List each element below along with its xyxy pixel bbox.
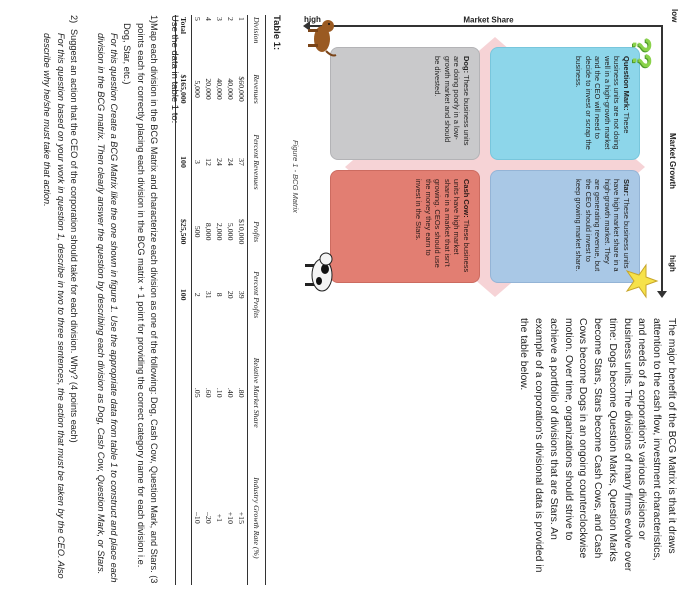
intro-paragraph: The major benefit of the BCG Matrix is that it draws attention to the cash flow, investment characteristics, and needs of a corporation's various divisions or business units. The divisions of many firms evolve over time: Dogs become Question Marks, Question Marks become Stars, Stars become Cash Cows, and Cash Cows become Dogs in an ongoing counterclockwise motion. Over time, organizations should strive to achieve a portfolio of divisions that are Stars. An example of a corporation's divisional data is provided in the table below.	[518, 318, 677, 573]
cell: 1	[237, 17, 246, 21]
cell: 3	[193, 160, 202, 164]
cash-cow-quadrant	[330, 170, 480, 283]
cash-cow-text: These business units have high market share in a market that isn't growing. CEOs should use the money they earn to invest in the Stars.	[414, 179, 471, 273]
question-2-number: 2)	[69, 15, 79, 24]
table-title: Table 1:	[271, 15, 282, 51]
question-marks-icon: ??	[627, 37, 657, 69]
question-1	[93, 15, 160, 585]
question-2-instructions: For this question based on your work in question 1, describe in two to three sentences, the action that must be taken by the CEO. Also describe why he/she must take that action.	[42, 33, 66, 579]
cell: 37	[237, 158, 246, 166]
dog-icon	[304, 14, 340, 59]
cell: 5,000	[226, 222, 235, 241]
cell: .60	[204, 387, 213, 398]
cell: 20,000	[204, 78, 213, 100]
cell	[176, 335, 192, 451]
header-percent-revenues: Percent Revenues	[248, 115, 264, 208]
cell: 3	[215, 17, 224, 21]
cell: .80	[237, 387, 246, 398]
cell: 4	[204, 17, 213, 21]
market-growth-high-label: high	[668, 255, 677, 272]
dog-quadrant	[330, 47, 480, 160]
cell: –20	[204, 512, 213, 524]
cell: +1	[215, 513, 224, 523]
figure-caption: Figure 1 - BCG Matrix	[291, 140, 300, 213]
cell: Total	[176, 15, 192, 63]
header-percent-profits: Percent Profits	[248, 255, 264, 335]
question-2-text: Suggest an action that the CEO of the corporation should take for each division. Why? (4 points each)	[69, 29, 79, 443]
cell: $10,000	[237, 219, 246, 245]
table-header-row	[248, 15, 264, 585]
market-growth-label: Market Growth	[668, 133, 677, 190]
question-1-instructions: For this question Create a BCG Matrix like the one shown in figure 1. Use the appropriate data from table 1 to construct and place each division in the BCG matrix. Then clearly answer the question by describing each division as Dog, Cash Cow, Question Mark, or Stars.	[95, 33, 119, 583]
cell: .10	[215, 387, 224, 398]
cell: $25,500	[176, 209, 192, 255]
cell: 12	[204, 158, 213, 166]
cash-cow-title: Cash Cow:	[462, 179, 471, 218]
dog-title: Dog:	[462, 56, 471, 74]
question-mark-quadrant	[490, 47, 640, 160]
star-title: Star:	[622, 179, 631, 197]
cell: 2,000	[215, 222, 224, 241]
star-quadrant	[490, 170, 640, 283]
cell: 500	[193, 225, 202, 238]
table-row	[236, 15, 248, 585]
question-mark-text: These business units are not doing well in a high-growth market and the CEO will need to decide to invest or scrap the business.	[574, 56, 631, 150]
cell: 8,000	[204, 222, 213, 241]
table-row	[225, 15, 236, 585]
instruction-text: Use the data in table 1 to:	[169, 15, 180, 124]
question-2	[40, 15, 80, 585]
cell: $165,000	[176, 63, 192, 116]
star-text: These business units have high market share in a high-growth market. They are generating revenue, but the CEO should invest to keep growing market share.	[574, 179, 631, 272]
cell: 2	[226, 17, 235, 21]
header-division: Division	[248, 15, 264, 63]
cell: 24	[215, 158, 224, 166]
cell: $60,000	[237, 76, 246, 102]
cell: 2	[193, 292, 202, 297]
origin-low-label: low	[670, 9, 679, 23]
bcg-matrix-figure	[295, 9, 685, 305]
table-row	[203, 15, 214, 585]
cell: 24	[226, 158, 235, 166]
header-revenues: Revenues	[248, 63, 264, 116]
cow-icon	[304, 251, 340, 297]
cell: 100	[176, 255, 192, 335]
cell	[176, 451, 192, 585]
cell: 31	[204, 290, 213, 299]
dog-text: These business units are doing poorly in a low-growth market and should be divested.	[433, 56, 471, 146]
star-icon	[625, 263, 659, 299]
table-row	[192, 15, 204, 585]
question-1-text: Map each division in the BCG Matrix and characterize each division as one of the following: Dog, Cash Cow, Question Mark, and Stars. (3 points each for correctly placing each division in the BCG matrix + 1 point for providing the correct category name for each division i.e. Dog, Star, etc.)	[122, 23, 159, 584]
cell: 40,000	[226, 78, 235, 100]
market-share-axis	[308, 25, 663, 27]
cell: 5	[193, 17, 202, 21]
market-share-label: Market Share	[463, 15, 514, 25]
question-mark-title: Question Mark:	[622, 56, 631, 111]
table-row	[214, 15, 225, 585]
cell: 20	[226, 290, 235, 299]
market-share-high-label: high	[304, 14, 321, 24]
cell: –10	[193, 512, 202, 524]
cell: .40	[226, 387, 235, 398]
cell: +15	[237, 511, 246, 524]
cell: 5,000	[193, 80, 202, 98]
header-relative-market-share: Relative Market Share	[248, 335, 264, 451]
question-1-number: 1)	[149, 15, 159, 24]
market-growth-axis	[662, 25, 664, 293]
cell: 40,000	[215, 78, 224, 100]
division-data-table	[175, 15, 263, 585]
cell: 100	[176, 115, 192, 208]
cell: +10	[226, 511, 235, 524]
header-industry-growth-rate: Industry Growth Rate (%)	[248, 451, 264, 585]
header-profits: Profits	[248, 209, 264, 255]
cell: 8	[215, 292, 224, 297]
cell: 39	[237, 290, 246, 299]
cell: .05	[193, 387, 202, 398]
table-top-rule	[265, 15, 266, 585]
